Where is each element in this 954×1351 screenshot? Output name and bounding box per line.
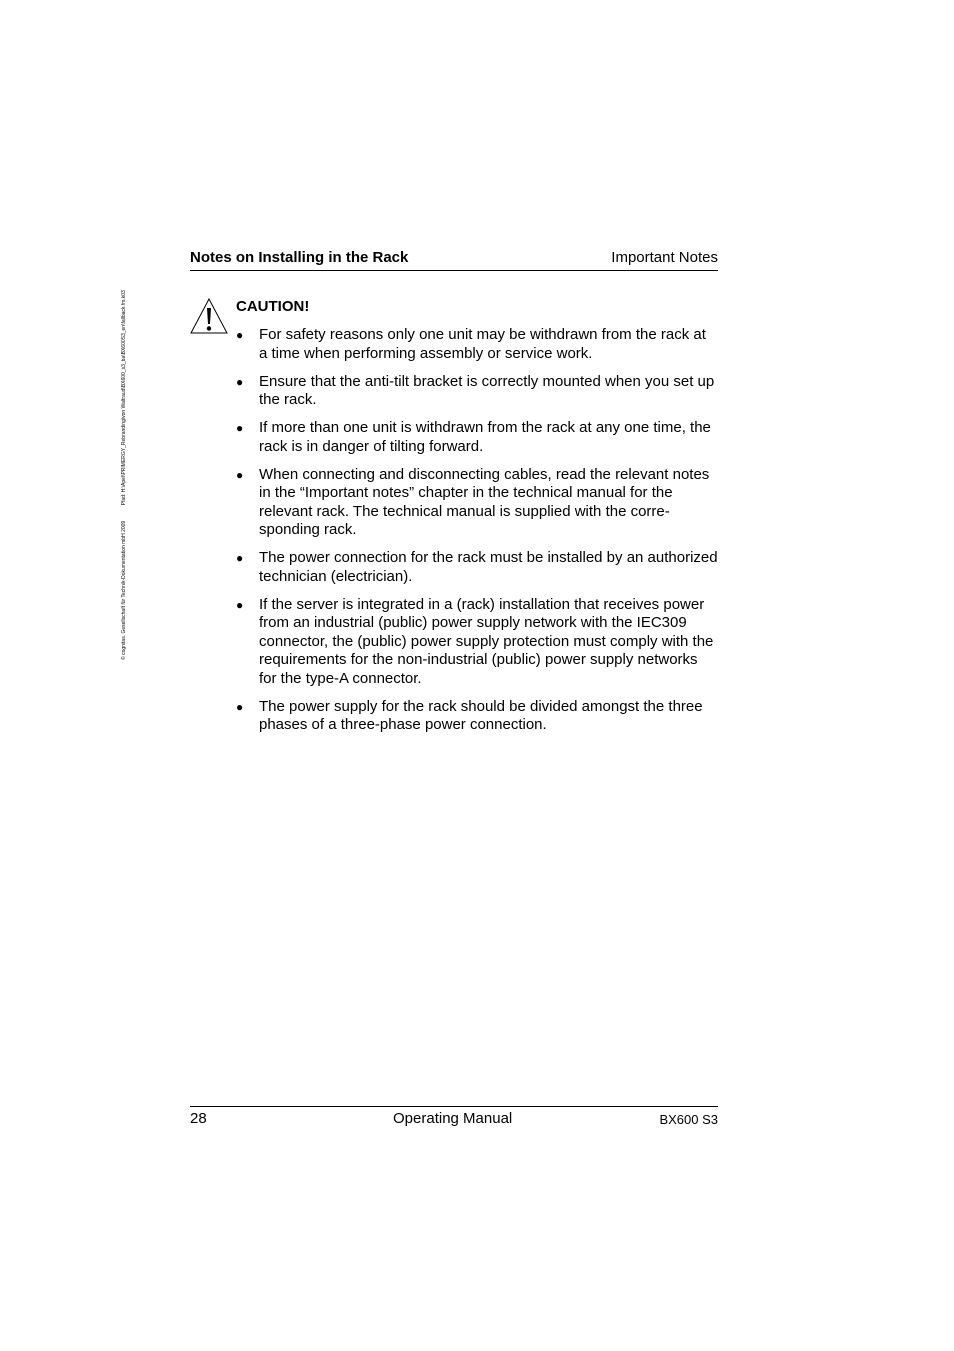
bullet-icon: ● bbox=[236, 374, 244, 389]
list-item bbox=[236, 698, 718, 735]
list-item bbox=[236, 549, 718, 586]
manual-title: Operating Manual bbox=[393, 1110, 513, 1127]
list-item bbox=[236, 466, 718, 540]
page-footer bbox=[190, 1106, 718, 1131]
caution-list bbox=[236, 326, 718, 744]
list-item bbox=[236, 419, 718, 456]
product-name: BX600 S3 bbox=[659, 1112, 718, 1127]
list-item-text: The power connection for the rack must be installed by an authorized technician (electrician). bbox=[259, 549, 718, 585]
list-item bbox=[236, 596, 718, 689]
side-margin-note bbox=[121, 276, 127, 660]
copyright-note: © cognitas. Gesellschaft für Technik-Dokumentation mbH 2009 bbox=[121, 520, 127, 660]
bullet-icon: ● bbox=[236, 421, 244, 435]
warning-triangle-icon bbox=[190, 298, 230, 336]
page-number: 28 bbox=[190, 1110, 207, 1127]
bullet-icon: ● bbox=[236, 597, 244, 612]
list-item bbox=[236, 373, 718, 410]
bullet-icon: ● bbox=[236, 699, 244, 714]
list-item-text: When connecting and disconnecting cables, read the relevant notes in the “Important notes” chapter in the technical manual for the relevant rack. The technical manual is supplied with the corre-sponding rack. bbox=[259, 465, 710, 538]
list-item-text: If more than one unit is withdrawn from the rack at any one time, the rack is in danger of tilting forward. bbox=[259, 419, 711, 455]
list-item-text: Ensure that the anti-tilt bracket is correctly mounted when you set up the rack. bbox=[259, 372, 715, 408]
list-item bbox=[236, 326, 718, 363]
section-title: Notes on Installing in the Rack bbox=[190, 249, 409, 266]
chapter-title: Important Notes bbox=[611, 249, 718, 266]
caution-heading: CAUTION! bbox=[236, 298, 310, 315]
list-item-text: For safety reasons only one unit may be withdrawn from the rack at a time when performing assembly or service work. bbox=[259, 326, 706, 362]
bullet-icon: ● bbox=[236, 467, 244, 482]
page-header bbox=[190, 248, 718, 271]
list-item-text: The power supply for the rack should be divided amongst the three phases of a three-phase power connection. bbox=[259, 697, 703, 733]
bullet-icon: ● bbox=[236, 551, 244, 565]
bullet-icon: ● bbox=[236, 328, 244, 342]
file-path-note: Pfad: H:\Apel\PRIMERGY_Rebranding\von Waltraud\BX600_s3_ba\BX600S3_en\fallback.fm.k03 bbox=[121, 290, 127, 506]
list-item-text: If the server is integrated in a (rack) installation that receives power from an industrial (public) power supply network with the IEC309 connector, the (public) power supply protection must comply with the requirements for the non-industrial (public) power supply networks for the type-A connector. bbox=[259, 595, 714, 687]
